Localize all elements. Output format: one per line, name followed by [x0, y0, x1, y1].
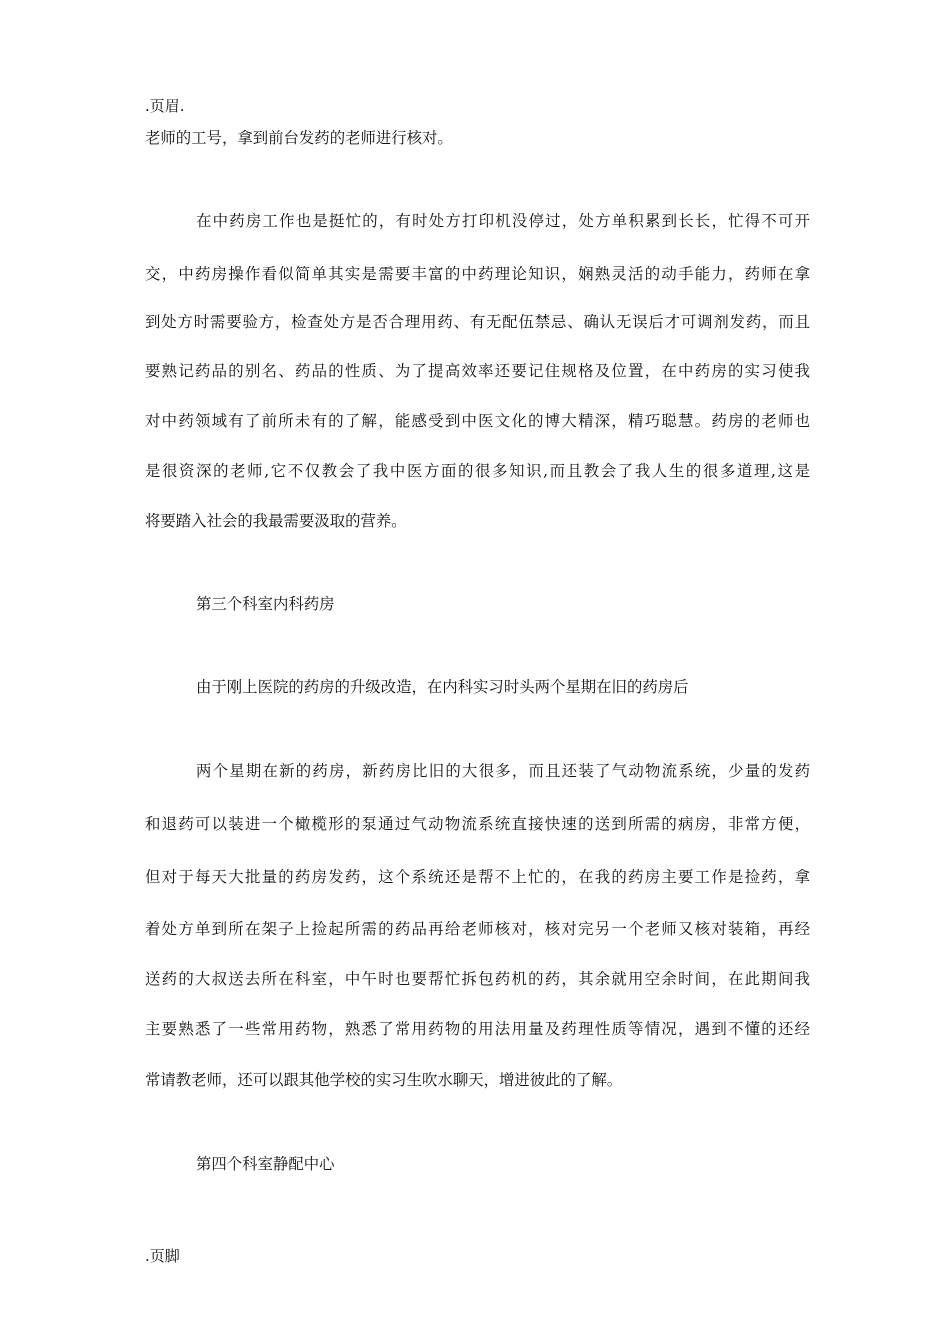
paragraph-4-line-2: 和退药可以装进一个橄榄形的泵通过气动物流系统直接快速的送到所需的病房，非常方便，: [145, 815, 810, 833]
paragraph-2-line-1: 在中药房工作也是挺忙的，有时处方打印机没停过，处方单积累到长长，忙得不可开: [196, 212, 810, 230]
page-footer: .页脚: [145, 1247, 180, 1265]
paragraph-4-line-7: 常请教老师，还可以跟其他学校的实习生吹水聊天，增进彼此的了解。: [145, 1071, 623, 1089]
paragraph-3-line-1: 由于刚上医院的药房的升级改造，在内科实习时头两个星期在旧的药房后: [196, 678, 689, 696]
page-header: .页眉.: [145, 97, 185, 115]
paragraph-2-line-6: 是很资深的老师,它不仅教会了我中医方面的很多知识,而且教会了我人生的很多道理,这是: [145, 462, 810, 480]
paragraph-2-line-7: 将要踏入社会的我最需要汲取的营养。: [145, 512, 407, 530]
section-heading-third-department: 第三个科室内科药房: [196, 595, 335, 613]
paragraph-2-line-5: 对中药领域有了前所未有的了解，能感受到中医文化的博大精深，精巧聪慧。药房的老师也: [145, 412, 810, 430]
paragraph-4-line-5: 送药的大叔送去所在科室，中午时也要帮忙拆包药机的药，其余就用空余时间，在此期间我: [145, 970, 810, 988]
paragraph-4-line-4: 着处方单到所在架子上捡起所需的药品再给老师核对，核对完另一个老师又核对装箱，再经: [145, 920, 810, 938]
paragraph-2-line-4: 要熟记药品的别名、药品的性质、为了提高效率还要记住规格及位置，在中药房的实习使我: [145, 362, 810, 380]
paragraph-2-line-3: 到处方时需要验方，检查处方是否合理用药、有无配伍禁忌、确认无误后才可调剂发药，而且: [145, 313, 810, 331]
paragraph-1-line-1: 老师的工号，拿到前台发药的老师进行核对。: [145, 129, 453, 147]
paragraph-4-line-1: 两个星期在新的药房，新药房比旧的大很多，而且还装了气动物流系统，少量的发药: [196, 762, 810, 780]
paragraph-2-line-2: 交，中药房操作看似简单其实是需要丰富的中药理论知识，娴熟灵活的动手能力，药师在拿: [145, 265, 810, 283]
paragraph-4-line-6: 主要熟悉了一些常用药物，熟悉了常用药物的用法用量及药理性质等情况，遇到不懂的还经: [145, 1020, 810, 1038]
paragraph-4-line-3: 但对于每天大批量的药房发药，这个系统还是帮不上忙的，在我的药房主要工作是捡药，拿: [145, 868, 810, 886]
section-heading-fourth-department: 第四个科室静配中心: [196, 1155, 335, 1173]
